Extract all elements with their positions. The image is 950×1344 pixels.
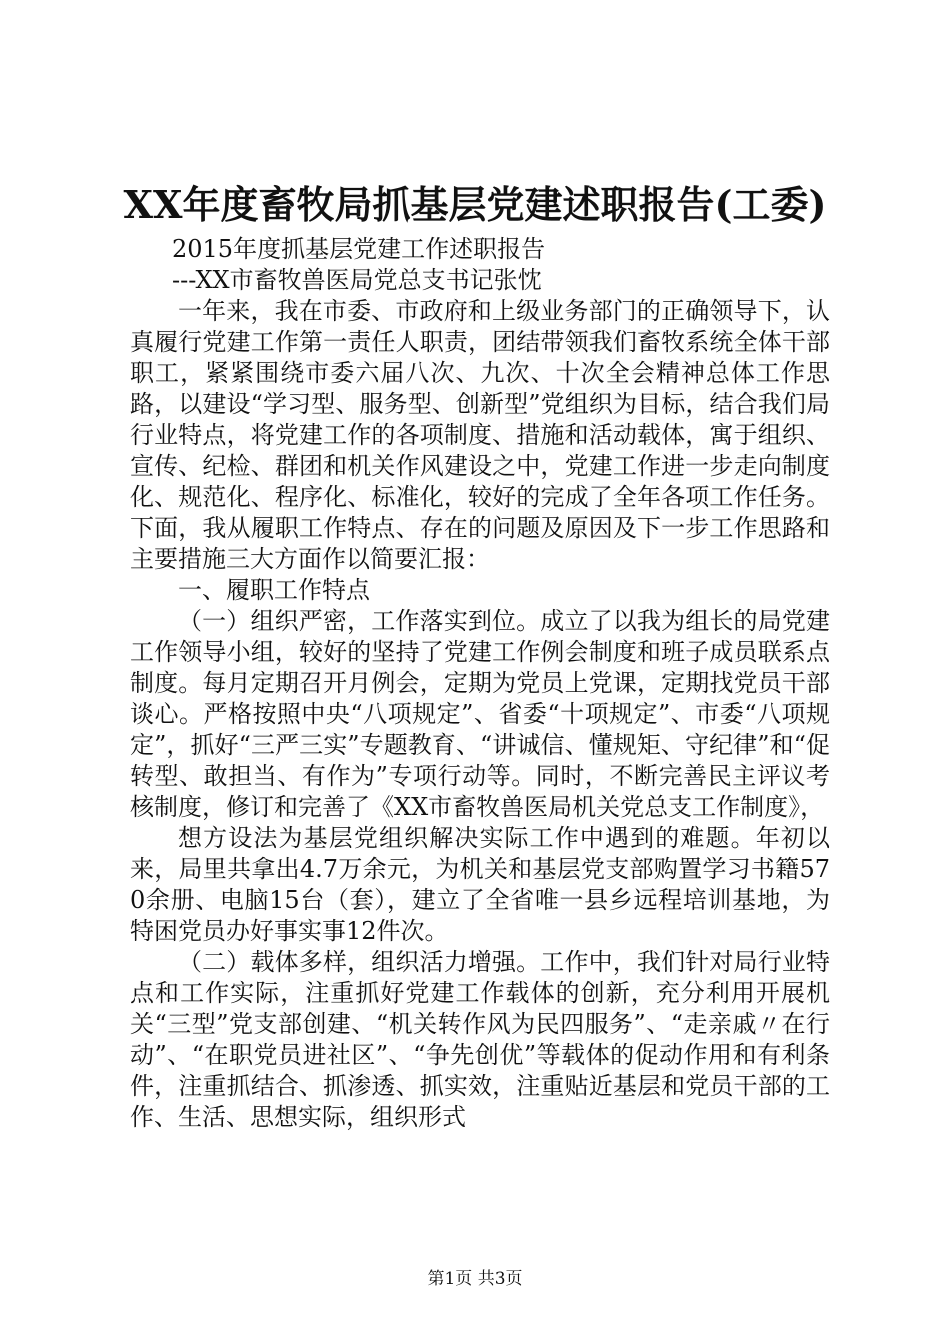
document-body: [130, 234, 830, 1133]
section-heading-1: 一、履职工作特点: [178, 576, 370, 604]
page-footer: 第1页 共3页: [427, 1269, 523, 1289]
report-author-line: ---XX市畜牧兽医局党总支书记张忱: [172, 266, 542, 294]
paragraph-organization: （一）组织严密，工作落实到位。成立了以我为组长的局党建工作领导小组，较好的坚持了党建工作例会制度和班子成员联系点制度。每月定期召开月例会，定期为党员上党课，定期找党员干部谈心。严格按照中央“八项规定”、省委“十项规定”、市委“八项规定”，抓好“三严三实”专题教育、“讲诚信、懂规矩、守纪律”和“促转型、敢担当、有作为”专项行动等。同时，不断完善民主评议考核制度，修订和完善了《XX市畜牧兽医局机关党总支工作制度》，: [130, 607, 830, 821]
paragraph-carriers: （二）载体多样，组织活力增强。工作中，我们针对局行业特点和工作实际，注重抓好党建工作载体的创新，充分利用开展机关“三型”党支部创建、“机关转作风为民四服务”、“走亲戚〃在行动”、“在职党员进社区”、“争先创优”等载体的促动作用和有利条件，注重抓结合、抓渗透、抓实效，注重贴近基层和党员干部的工作、生活、思想实际，组织形式: [130, 948, 830, 1131]
report-subtitle: 2015年度抓基层党建工作述职报告: [172, 235, 546, 263]
document-title: XX年度畜牧局抓基层党建述职报告(工委): [123, 182, 827, 227]
paragraph-intro: 一年来，我在市委、市政府和上级业务部门的正确领导下，认真履行党建工作第一责任人职责，团结带领我们畜牧系统全体干部职工，紧紧围绕市委六届八次、九次、十次全会精神总体工作思路，以建设“学习型、服务型、创新型”党组织为目标，结合我们局行业特点，将党建工作的各项制度、措施和活动载体，寓于组织、宣传、纪检、群团和机关作风建设之中，党建工作进一步走向制度化、规范化、程序化、标准化，较好的完成了全年各项工作任务。下面，我从履职工作特点、存在的问题及原因及下一步工作思路和主要措施三大方面作以简要汇报：: [130, 297, 830, 573]
paragraph-funding: 想方设法为基层党组织解决实际工作中遇到的难题。年初以来，局里共拿出4.7万余元，为机关和基层党支部购置学习书籍570余册、电脑15台（套），建立了全省唯一县乡远程培训基地，为特困党员办好事实事12件次。: [130, 824, 830, 945]
